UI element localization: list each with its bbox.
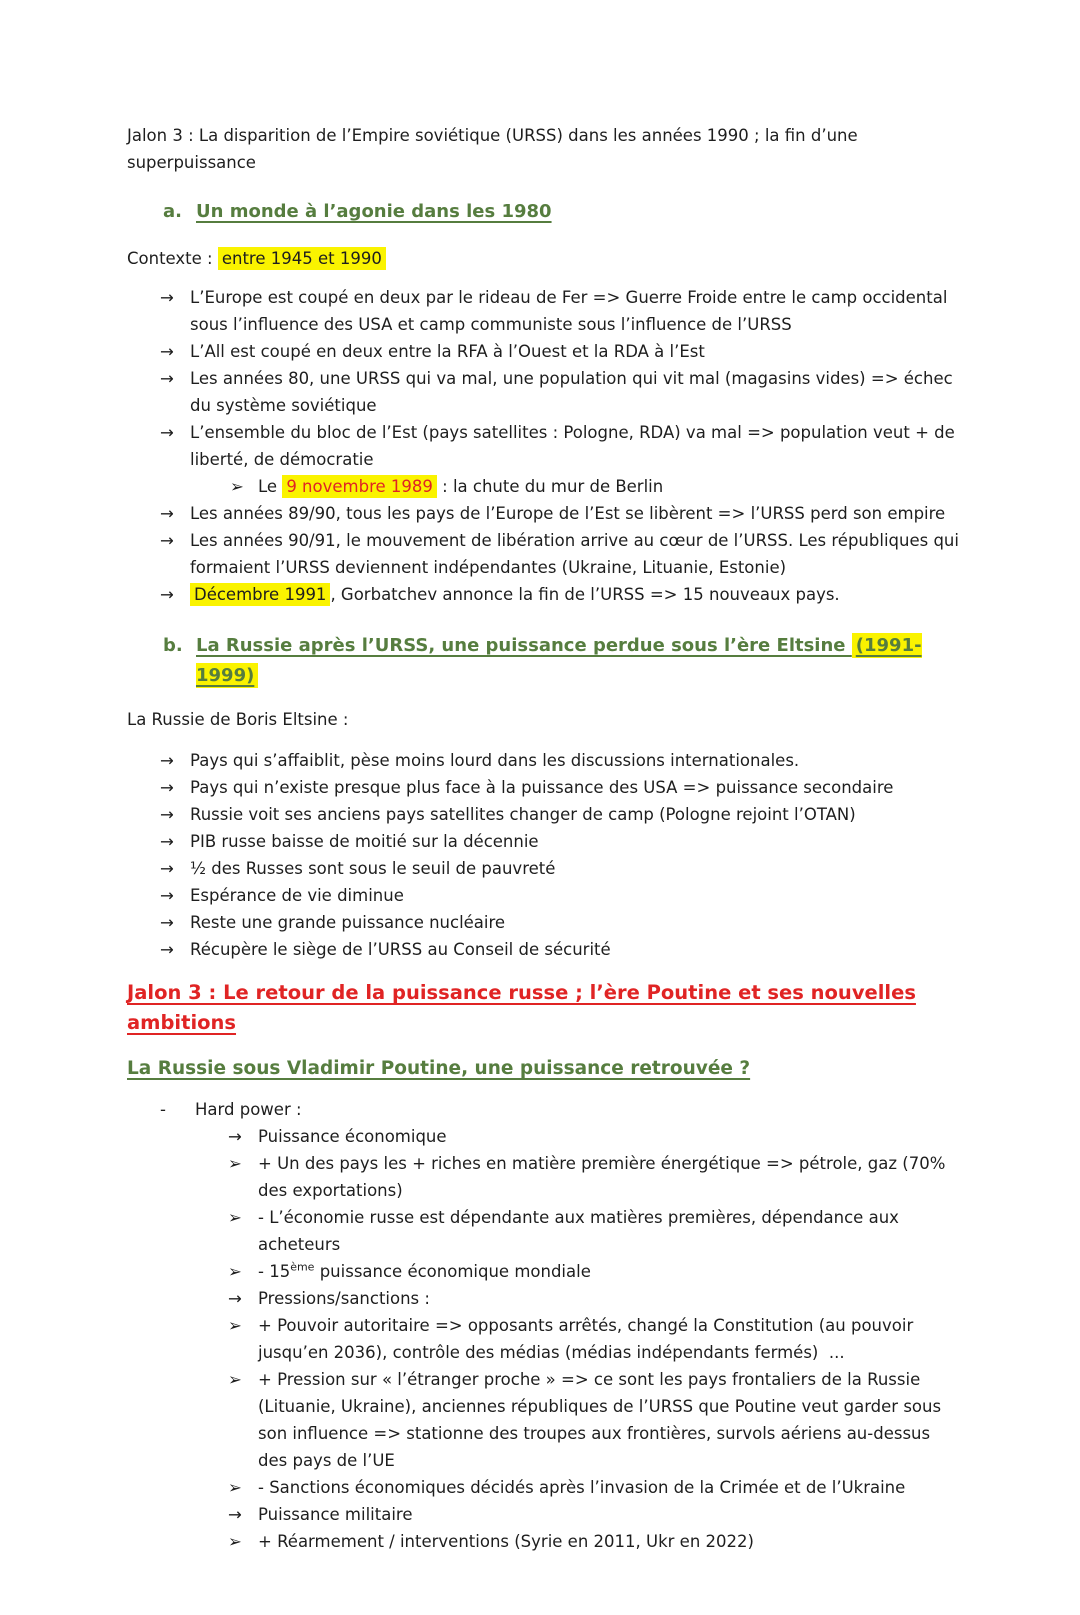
arrow-bullet-icon: → xyxy=(160,342,174,361)
arrow-bullet-icon: → xyxy=(160,369,174,388)
bullet-pib-russe xyxy=(127,828,960,855)
section-a-heading xyxy=(127,197,960,227)
bullet-puissance-nucleaire xyxy=(127,909,960,936)
arrow-bullet-icon: → xyxy=(160,504,174,523)
arrow-bullet-icon: → xyxy=(160,531,174,550)
row-matiere-premiere xyxy=(127,1150,960,1204)
arrowhead-bullet-icon: ➢ xyxy=(228,1262,242,1281)
poutine-subheading-text: La Russie sous Vladimir Poutine, une puissance retrouvée ? xyxy=(127,1058,751,1079)
arrowhead-bullet-icon: ➢ xyxy=(228,1208,242,1227)
eltsine-lead: La Russie de Boris Eltsine : xyxy=(127,710,349,729)
jalon3-red-heading-text: Jalon 3 : Le retour de la puissance russe ; l’ère Poutine et ses nouvelles ambitions xyxy=(127,981,916,1034)
row-puissance-militaire xyxy=(127,1501,960,1528)
arrow-bullet-icon: → xyxy=(160,832,174,851)
poutine-subheading xyxy=(127,1054,960,1084)
date-highlight-decembre-1991: Décembre 1991 xyxy=(190,583,330,606)
arrow-bullet-icon: → xyxy=(228,1127,242,1146)
arrow-bullet-icon: → xyxy=(160,585,174,604)
arrowhead-bullet-icon: ➢ xyxy=(228,1370,242,1389)
bullet-text: Récupère le siège de l’URSS au Conseil de sécurité xyxy=(190,940,611,959)
bullet-decembre-1991 xyxy=(127,581,960,608)
row-text: Pressions/sanctions : xyxy=(258,1289,430,1308)
bullet-annees-80-urss xyxy=(127,365,960,419)
bullet-text: Les années 80, une URSS qui va mal, une population qui vit mal (magasins vides) => échec du système soviétique xyxy=(190,369,958,415)
arrow-bullet-icon: → xyxy=(160,423,174,442)
row-text: + Pression sur « l’étranger proche » => ce sont les pays frontaliers de la Russie (Lituanie, Ukraine), anciennes républiques de l’URSS que Poutine veut garder sous son influence => stationne des troupes aux frontières, survols aériens au-dessus des pays de l’UE xyxy=(258,1370,947,1470)
arrowhead-bullet-icon: ➢ xyxy=(228,1478,242,1497)
arrow-bullet-icon: → xyxy=(160,805,174,824)
row-text: Puissance militaire xyxy=(258,1505,413,1524)
doc-title: Jalon 3 : La disparition de l’Empire soviétique (URSS) dans les années 1990 ; la fin d’une superpuissance xyxy=(127,126,858,172)
context-highlight: entre 1945 et 1990 xyxy=(218,247,386,270)
arrow-bullet-icon: → xyxy=(228,1289,242,1308)
arrowhead-bullet-icon: ➢ xyxy=(228,1532,242,1551)
row-15eme-puissance xyxy=(127,1258,960,1285)
section-a-index: a. xyxy=(163,201,182,222)
eltsine-bullet-list xyxy=(127,747,960,963)
row-text: Puissance économique xyxy=(258,1127,447,1146)
dash-bullet-icon: - xyxy=(160,1100,166,1119)
row-pressions-sanctions xyxy=(127,1285,960,1312)
section-b-title xyxy=(196,631,960,691)
bullet-decembre-post: , Gorbatchev annonce la fin de l’URSS => 15 nouveaux pays. xyxy=(330,585,840,604)
bullet-europe-rideau-de-fer xyxy=(127,284,960,338)
arrow-bullet-icon: → xyxy=(160,940,174,959)
bullet-pays-affaiblit xyxy=(127,747,960,774)
arrow-bullet-icon: → xyxy=(160,778,174,797)
bullet-text: Les années 89/90, tous les pays de l’Europe de l’Est se libèrent => l’URSS perd son empire xyxy=(190,504,946,523)
row-text: + Pouvoir autoritaire => opposants arrêtés, changé la Constitution (au pouvoir jusqu’en 2036), contrôle des médias (médias indépendants fermés) ... xyxy=(258,1316,919,1362)
bullet-text: L’Europe est coupé en deux par le rideau de Fer => Guerre Froide entre le camp occidental sous l’influence des USA et camp communiste sous l’influence de l’URSS xyxy=(190,288,953,334)
row-text: + Un des pays les + riches en matière première énergétique => pétrole, gaz (70% des exportations) xyxy=(258,1154,951,1200)
bullet-esperance-de-vie xyxy=(127,882,960,909)
jalon3-red-heading xyxy=(127,978,960,1038)
arrow-bullet-icon: → xyxy=(160,913,174,932)
bullet-text: Russie voit ses anciens pays satellites changer de camp (Pologne rejoint l’OTAN) xyxy=(190,805,856,824)
row-text: - Sanctions économiques décidés après l’invasion de la Crimée et de l’Ukraine xyxy=(258,1478,906,1497)
row-pouvoir-autoritaire xyxy=(127,1312,960,1366)
bullet-text: PIB russe baisse de moitié sur la décennie xyxy=(190,832,539,851)
bullet-bloc-de-l-est xyxy=(127,419,960,473)
hard-power-label: Hard power : xyxy=(195,1100,302,1119)
sub-bullet-chute-mur-berlin xyxy=(127,473,960,500)
row-puissance-economique xyxy=(127,1123,960,1150)
bullet-satellites-otan xyxy=(127,801,960,828)
bullet-text: L’All est coupé en deux entre la RFA à l’Ouest et la RDA à l’Est xyxy=(190,342,705,361)
bullet-seuil-pauvrete xyxy=(127,855,960,882)
row-post: puissance économique mondiale xyxy=(314,1262,591,1281)
context-line xyxy=(127,245,960,272)
arrow-bullet-icon: → xyxy=(160,859,174,878)
arrow-bullet-icon: → xyxy=(160,886,174,905)
row-text: + Réarmement / interventions (Syrie en 2011, Ukr en 2022) xyxy=(258,1532,754,1551)
ordinal-superscript: ème xyxy=(290,1260,315,1274)
bullet-text: L’ensemble du bloc de l’Est (pays satellites : Pologne, RDA) va mal => population veut + de liberté, de démocratie xyxy=(190,423,961,469)
row-pre: - 15 xyxy=(258,1262,291,1281)
bullet-text: Pays qui n’existe presque plus face à la puissance des USA => puissance secondaire xyxy=(190,778,894,797)
row-sanctions-economiques xyxy=(127,1474,960,1501)
bullet-text: Les années 90/91, le mouvement de libération arrive au cœur de l’URSS. Les républiques qui formaient l’URSS deviennent indépendantes (Ukraine, Lituanie, Estonie) xyxy=(190,531,965,577)
bullet-allemagne-rfa-rda xyxy=(127,338,960,365)
arrow-bullet-icon: → xyxy=(160,288,174,307)
arrow-bullet-icon: → xyxy=(160,751,174,770)
context-label: Contexte : xyxy=(127,249,218,268)
bullet-text: ½ des Russes sont sous le seuil de pauvreté xyxy=(190,859,556,878)
period-highlight-1991-1999: (1991-1999) xyxy=(196,635,922,686)
hard-power-item xyxy=(127,1096,960,1123)
row-etranger-proche xyxy=(127,1366,960,1474)
bullet-text: Pays qui s’affaiblit, pèse moins lourd dans les discussions internationales. xyxy=(190,751,800,770)
arrowhead-bullet-icon: ➢ xyxy=(230,477,244,496)
bullet-text: Espérance de vie diminue xyxy=(190,886,404,905)
section-a-title: Un monde à l’agonie dans les 1980 xyxy=(196,201,552,222)
arrow-bullet-icon: → xyxy=(228,1505,242,1524)
bullet-puissance-secondaire xyxy=(127,774,960,801)
section-b-index: b. xyxy=(163,635,183,656)
arrowhead-bullet-icon: ➢ xyxy=(228,1154,242,1173)
row-text xyxy=(258,1258,960,1285)
section-b-heading xyxy=(127,631,960,691)
row-economie-dependante xyxy=(127,1204,960,1258)
sub-bullet-text xyxy=(258,473,960,500)
arrowhead-bullet-icon: ➢ xyxy=(228,1316,242,1335)
bullet-text: Reste une grande puissance nucléaire xyxy=(190,913,506,932)
bullet-conseil-securite xyxy=(127,936,960,963)
sub-bullet-pre: Le xyxy=(258,477,283,496)
row-text: - L’économie russe est dépendante aux matières premières, dépendance aux acheteurs xyxy=(258,1208,905,1254)
date-highlight-9-novembre-1989: 9 novembre 1989 xyxy=(282,475,437,498)
bullet-annees-89-90 xyxy=(127,500,960,527)
bullet-text xyxy=(190,581,960,608)
section-b-title-text: La Russie après l’URSS, une puissance perdue sous l’ère Eltsine xyxy=(196,635,852,656)
bullet-annees-90-91 xyxy=(127,527,965,581)
row-rearmement xyxy=(127,1528,960,1555)
sub-bullet-post: : la chute du mur de Berlin xyxy=(436,477,664,496)
